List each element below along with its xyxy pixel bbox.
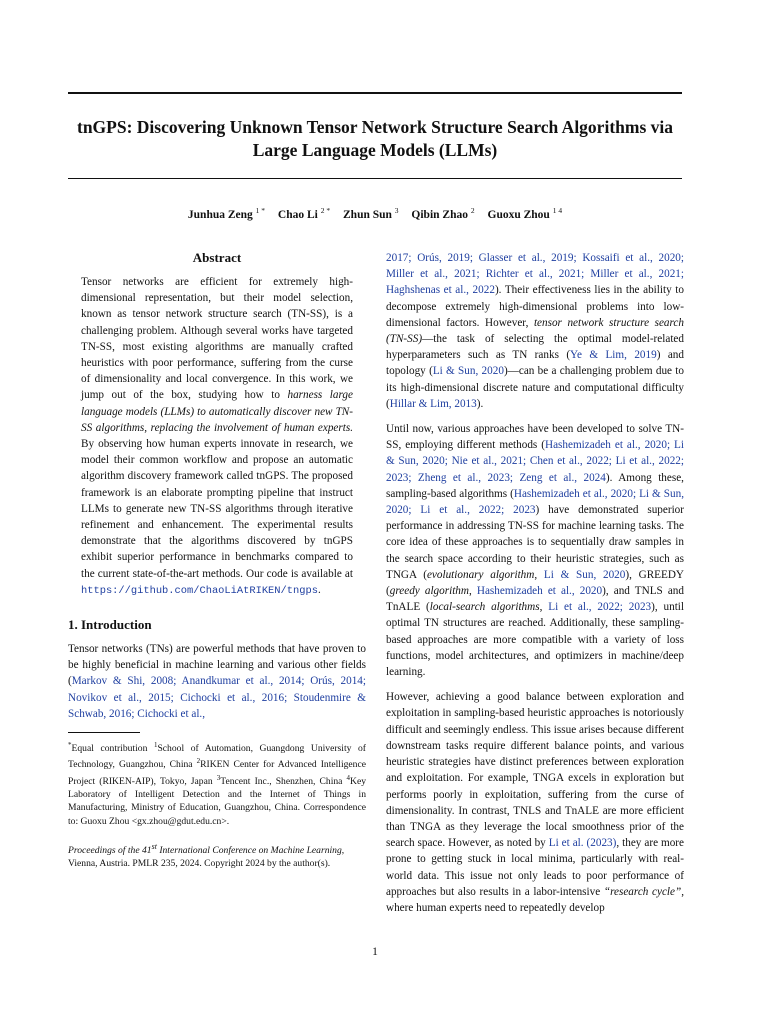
citation-link[interactable]: Li et al. (2023) xyxy=(548,837,617,850)
author: Chao Li $^{2 *}$ xyxy=(277,206,331,221)
citation-link[interactable]: Ye & Lim, 2019 xyxy=(570,349,657,362)
author: Zhun Sun $^3$ xyxy=(343,206,399,221)
citation-link[interactable]: Li & Sun, 2020 xyxy=(432,365,504,378)
balance-paragraph: However, achieving a good balance between exploration and exploitation in sampling-based heuristic approaches is notoriously difficult and seemingly endless. This issue arises because different downstream tasks require different balance points, and various heuristic strategies have distinct preferences between exploration and exploitation. For example, TNGA excels in exploration but performs poorly in exploitation, suffering from the curse of dimensionality. In contrast, TNLS and TnALE are more efficient than TNGA as they leverage the local smoothness prior of the search space. However, as noted by Li et al. (2023), they are more prone to getting stuck in local minima, particularly with real-world data. This issue not only leads to poor performance of approaches but also results in a labor-intensive “research cycle”, where human experts need to repeatedly develop xyxy=(386,691,685,914)
author: Junhua Zeng $^{1 *}$ xyxy=(187,206,266,221)
citation-link[interactable]: 2017; Orús, 2019; Glasser et al., 2019; Kossaifi et al., 2020; Miller et al., 2021; Richter et al., 2021; Miller et al., 2021; Haghshenas et al., 2022 xyxy=(386,252,684,297)
citation-link[interactable]: Hashemizadeh et al., 2020; Li & Sun, 2020; Nie et al., 2021; Chen et al., 2022; Li et al., 2022; 2023; Zheng et al., 2023; Zeng et al., 2024 xyxy=(386,439,684,484)
code-link[interactable]: https://github.com/ChaoLiAtRIKEN/tngps xyxy=(81,584,318,597)
title-rule-top xyxy=(68,92,682,94)
citation-link[interactable]: Li et al., 2022; 2023 xyxy=(548,601,652,614)
citation-link[interactable]: Hashemizadeh et al., 2020; Li & Sun, 2020; Li et al., 2022; 2023 xyxy=(386,487,685,517)
footnote-divider xyxy=(68,732,140,733)
left-column xyxy=(68,250,366,870)
proceedings-note: Proceedings of the 41st International Conference on Machine Learning, Vienna, Austria. PMLR 235, 2024. Copyright 2024 by the author(s). xyxy=(68,841,345,870)
section-heading-introduction: 1. Introduction xyxy=(68,617,152,633)
paper-title: tnGPS: Discovering Unknown Tensor Network Structure Search Algorithms via Large Language Models (LLMs) xyxy=(77,117,673,160)
right-column xyxy=(386,250,684,925)
page-number: 1 xyxy=(372,946,378,958)
intro-paragraph-continued: 2017; Orús, 2019; Glasser et al., 2019; Kossaifi et al., 2020; Miller et al., 2021; Richter et al., 2021; Miller et al., 2021; Haghshenas et al., 2022). Their effectiveness lies in the ability to decompose extremely high-dimensional problems into low-dimensional factors. However, tensor network structure search (TN-SS)—the task of selecting the optimal model-related hyperparameters such as TN ranks (Ye & Lim, 2019) and topology (Li & Sun, 2020)—can be a challenging problem due to its high-dimensional discrete nature and computational difficulty (Hillar & Lim, 2013). xyxy=(386,252,684,410)
intro-paragraph: Tensor networks (TNs) are powerful methods that have proven to be highly beneficial in machine learning and various other fields (Markov & Shi, 2008; Anandkumar et al., 2014; Orús, 2014; Novikov et al., 2015; Cichocki et al., 2016; Stoudenmire & Schwab, 2016; Cichocki et al., xyxy=(68,643,366,720)
abstract-text: Tensor networks are efficient for extremely high-dimensional representation, but their model selection, known as tensor network structure search (TN-SS), is a challenging problem. Although several works have targeted TN-SS, most existing algorithms are manually crafted heuristics with poor performance, suffering from the curse of dimensionality and local convergence. In this work, we jump out of the box, studying how to harness large language models (LLMs) to automatically discover new TN-SS algorithms, replacing the involvement of human experts. By observing how human experts innovate in research, we model their common workflow and propose an automatic algorithm discovery framework called tnGPS. The proposed framework is an elaborate prompting pipeline that instruct LLMs to generate new TN-SS algorithms through iterative refinement and enhancement. The experimental results demonstrate that the algorithms discovered by tnGPS exhibit superior performance in benchmarks compared to the current state-of-the-art methods. Our code is available at https://github.com/ChaoLiAtRIKEN/tngps. xyxy=(81,276,353,597)
title-rule-bottom xyxy=(68,178,682,179)
author: Guoxu Zhou $^{1 4}$ xyxy=(487,206,563,221)
citation-link[interactable]: Markov & Shi, 2008; Anandkumar et al., 2014; Orús, 2014; Novikov et al., 2015; Cichocki et al., 2016; Stoudenmire & Schwab, 2016; Cichocki et al., xyxy=(68,675,366,720)
author-list xyxy=(68,206,682,221)
affiliation-footnote: *Equal contribution $^1$School of Automation, Guangdong University of Technology, Guangzhou, China $^2$RIKEN Center for Advanced Intelligence Project (RIKEN-AIP), Tokyo, Japan $^3$Tencent Inc., Shenzhen, China $^4$Key Laboratory of Intelligent Detection and the Internet of Things in Manufacturing, Ministry of Education, Guangzhou, China. Correspondence to: Guoxu Zhou <gx.zhou@gdut.edu.cn>. xyxy=(68,741,366,827)
citation-link[interactable]: Li & Sun, 2020 xyxy=(543,568,626,581)
author: Qibin Zhao $^2$ xyxy=(411,206,475,221)
citation-link[interactable]: Hashemizadeh et al., 2020 xyxy=(476,585,603,598)
abstract-heading: Abstract xyxy=(192,250,242,265)
citation-link[interactable]: Hillar & Lim, 2013 xyxy=(389,397,477,410)
approaches-paragraph: Until now, various approaches have been developed to solve TN-SS, employing different methods (Hashemizadeh et al., 2020; Li & Sun, 2020; Nie et al., 2021; Chen et al., 2022; Li et al., 2022; 2023; Zheng et al., 2023; Zeng et al., 2024). Among these, sampling-based algorithms (Hashemizadeh et al., 2020; Li & Sun, 2020; Li et al., 2022; 2023) have demonstrated superior performance in addressing TN-SS for machine learning tasks. The core idea of these approaches is to sequentially draw samples in the search space according to their heuristic strategies, such as TNGA (evolutionary algorithm, Li & Sun, 2020), GREEDY (greedy algorithm, Hashemizadeh et al., 2020), and TNLS and TnALE (local-search algorithms, Li et al., 2022; 2023), until optimal TN structures are reached. Additionally, these sampling-based approaches are more compatible with a variety of loss functions, model architectures, and optimizers in machine/deep learning. xyxy=(386,423,685,679)
